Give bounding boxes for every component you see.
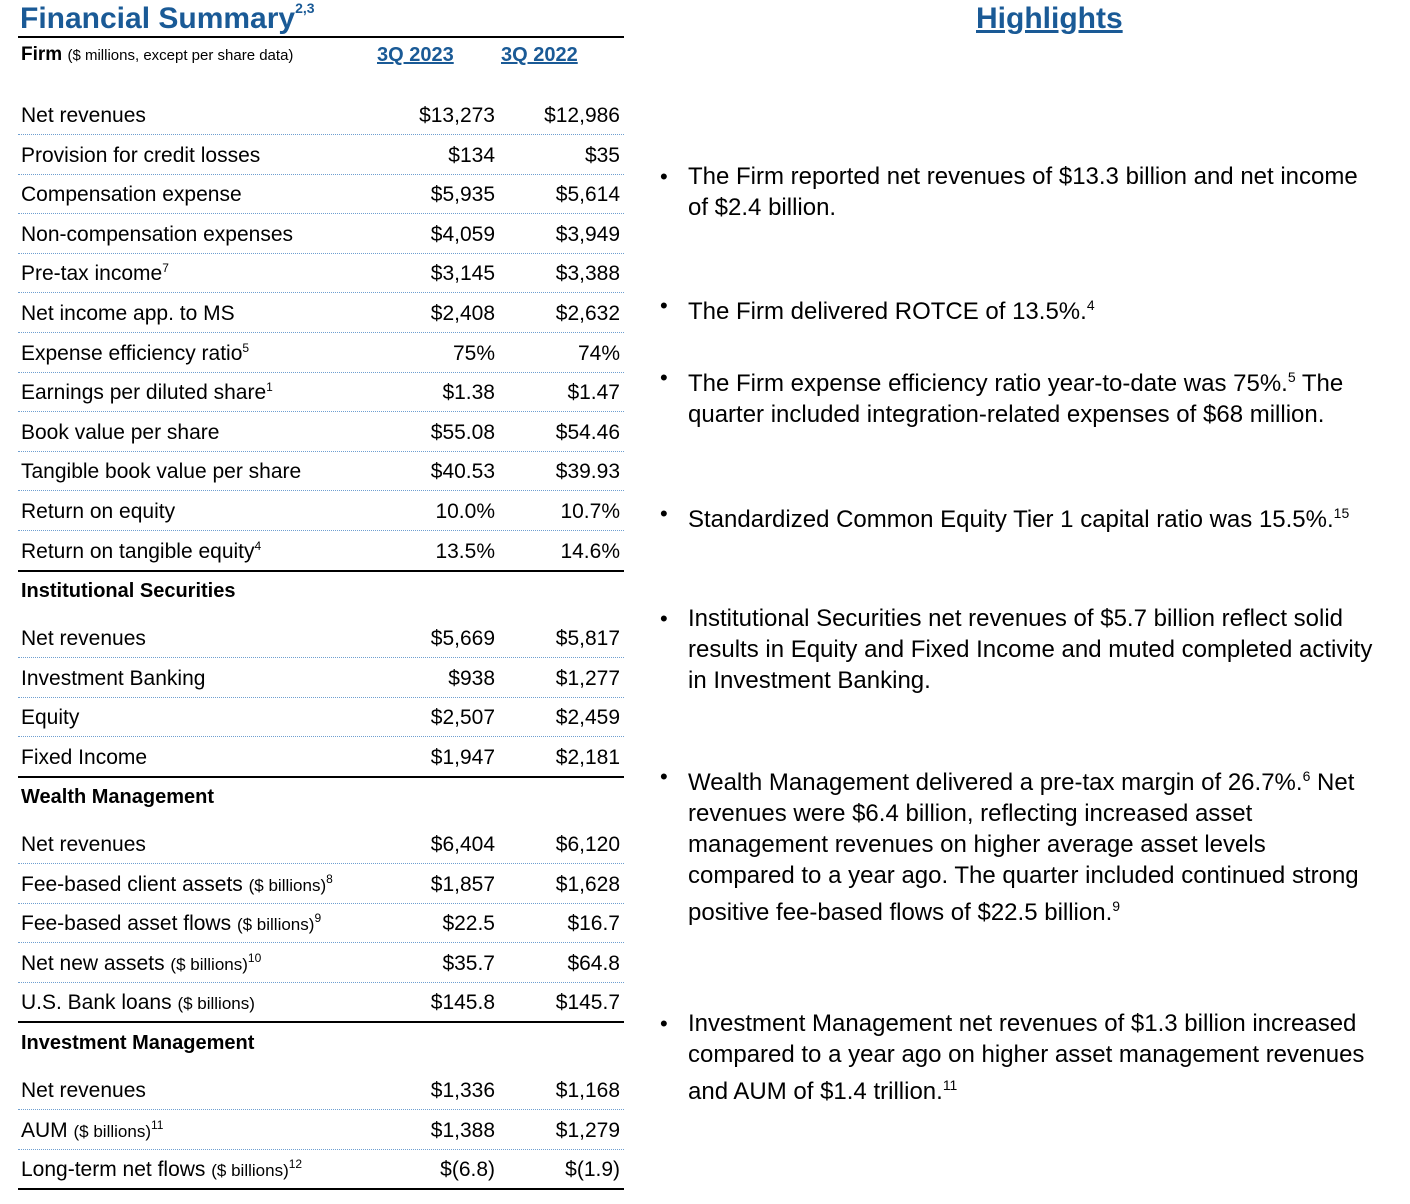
value-3q2023: $22.5 — [442, 912, 495, 936]
highlight-text — [688, 362, 1378, 430]
value-3q2023: 75% — [452, 341, 495, 365]
row-units-note: ($ billions) — [236, 915, 315, 935]
highlight-text — [688, 603, 1378, 696]
highlights-title: Highlights — [976, 2, 1123, 35]
highlight-text — [688, 761, 1378, 928]
row-label-text: Net new assets — [21, 951, 165, 975]
row-label — [21, 104, 146, 128]
column-header-3q2022: 3Q 2022 — [501, 44, 578, 66]
bullet-icon: • — [660, 1011, 668, 1036]
highlight-footnote: 11 — [942, 1077, 958, 1093]
value-3q2023: $13,273 — [419, 104, 495, 127]
row-label — [21, 500, 175, 524]
value-3q2022: $16.7 — [567, 912, 620, 936]
value-3q2022: 10.7% — [560, 500, 620, 523]
table-row — [18, 412, 624, 452]
bullet-icon: • — [660, 764, 668, 789]
value-3q2022: $1,168 — [555, 1079, 620, 1102]
firm-label: Firm — [21, 44, 63, 65]
table-row — [18, 214, 624, 254]
row-footnote: 12 — [288, 1157, 303, 1172]
row-label — [21, 183, 242, 207]
highlight-footnote: 15 — [1333, 505, 1350, 521]
row-label — [21, 302, 235, 326]
value-3q2022: $5,614 — [555, 183, 620, 207]
row-label-text: Net revenues — [21, 104, 146, 127]
row-label-text: Fee-based asset flows — [21, 912, 232, 936]
table-row — [18, 982, 624, 1023]
value-3q2022: $12,986 — [544, 104, 620, 127]
value-3q2022: 14.6% — [560, 539, 620, 563]
value-3q2023: $4,059 — [430, 222, 495, 246]
value-3q2023: $(6.8) — [440, 1158, 495, 1182]
value-3q2023: $1.38 — [442, 381, 495, 405]
value-3q2023: $3,145 — [430, 262, 495, 286]
highlight-sentence: Net revenues were $6.4 billion, reflecting increased asset management revenues on higher average asset levels compared to a year ago. The quarter included continued strong positive fee-based flows of $22.5 billion. — [688, 769, 1359, 926]
value-3q2022: $5,817 — [555, 627, 620, 650]
row-label — [21, 261, 169, 286]
row-label — [21, 872, 333, 897]
row-label — [21, 144, 260, 168]
table-row — [18, 1149, 624, 1190]
row-units-note: ($ billions) — [248, 875, 327, 895]
section-heading: Institutional Securities — [21, 580, 236, 602]
firm-units-note: ($ millions, except per share data) — [67, 47, 294, 64]
row-label-text: AUM — [21, 1118, 68, 1142]
value-3q2023: $1,336 — [430, 1079, 495, 1102]
value-3q2022: $1.47 — [567, 381, 620, 405]
value-3q2022: $2,459 — [555, 706, 620, 730]
row-label-text: Equity — [21, 706, 80, 730]
highlight-sentence: Institutional Securities net revenues of $5.7 billion reflect solid results in Equity and Fixed Income and muted completed activity in Investment Banking. — [688, 605, 1373, 694]
row-footnote: 4 — [254, 538, 262, 553]
value-3q2022: $39.93 — [555, 460, 620, 484]
row-label — [21, 833, 146, 857]
table-row — [18, 697, 624, 737]
value-3q2023: $55.08 — [430, 420, 495, 444]
row-label — [21, 1079, 146, 1103]
row-label-text: Expense efficiency ratio — [21, 341, 243, 365]
row-label-text: Fixed Income — [21, 745, 148, 769]
row-label-text: Provision for credit losses — [21, 143, 261, 167]
row-label-text: Tangible book value per share — [21, 460, 302, 484]
table-row — [18, 491, 624, 531]
row-label — [21, 1157, 302, 1182]
row-label-text: U.S. Bank loans — [21, 991, 172, 1015]
value-3q2023: $938 — [448, 666, 495, 690]
table-row — [18, 95, 624, 135]
firm-header — [21, 44, 293, 66]
highlight-text — [688, 290, 1378, 327]
row-label — [21, 951, 261, 976]
value-3q2022: $1,279 — [555, 1118, 620, 1142]
highlight-sentence: The Firm expense efficiency ratio year-to-date was 75%. — [688, 370, 1288, 397]
value-3q2022: $3,949 — [555, 222, 620, 246]
value-3q2023: $145.8 — [430, 991, 495, 1015]
highlight-sentence: The Firm reported net revenues of $13.3 billion and net income of $2.4 billion. — [688, 163, 1358, 221]
row-footnote: 1 — [266, 380, 273, 395]
value-3q2023: $1,947 — [430, 745, 495, 769]
row-label-text: Investment Banking — [21, 666, 206, 690]
value-3q2022: $64.8 — [567, 951, 620, 975]
highlight-footnote: 9 — [1112, 898, 1121, 914]
value-3q2022: $54.46 — [555, 420, 620, 444]
value-3q2023: 13.5% — [435, 539, 495, 563]
table-row — [18, 174, 624, 214]
section-heading: Wealth Management — [21, 786, 214, 808]
value-3q2022: $2,632 — [555, 302, 620, 325]
row-footnote: 5 — [242, 340, 250, 355]
row-label — [21, 380, 273, 405]
bullet-icon: • — [660, 501, 668, 526]
table-row — [18, 658, 624, 698]
table-row — [18, 737, 624, 778]
highlight-sentence: The Firm delivered ROTCE of 13.5%. — [688, 298, 1087, 325]
value-3q2022: $145.7 — [555, 991, 620, 1015]
table-row — [18, 903, 624, 943]
row-label-text: Net revenues — [21, 833, 146, 856]
table-row — [18, 864, 624, 904]
row-label — [21, 991, 255, 1015]
title-text: Financial Summary — [20, 2, 296, 35]
value-3q2023: $35.7 — [442, 951, 495, 975]
table-row — [18, 943, 624, 983]
table-row — [18, 333, 624, 373]
row-units-note: ($ billions) — [170, 954, 248, 974]
table-row — [18, 1070, 624, 1110]
highlight-footnote: 4 — [1086, 297, 1095, 313]
bullet-icon: • — [660, 365, 668, 390]
value-3q2023: $1,388 — [430, 1118, 495, 1142]
table-row — [18, 135, 624, 175]
row-label — [21, 460, 301, 484]
table-row — [18, 618, 624, 658]
value-3q2023: $1,857 — [430, 872, 495, 896]
table-row — [18, 253, 624, 293]
row-label-text: Earnings per diluted share — [21, 381, 267, 405]
row-label-text: Net income app. to MS — [21, 302, 235, 325]
row-label-text: Compensation expense — [21, 183, 242, 207]
table-row — [18, 1110, 624, 1150]
row-label-text: Net revenues — [21, 1079, 146, 1102]
column-header-3q2023: 3Q 2023 — [377, 44, 454, 66]
title-footnote: 2,3 — [295, 0, 315, 16]
row-footnote: 11 — [151, 1117, 164, 1132]
highlight-text — [688, 498, 1378, 535]
value-3q2023: $40.53 — [430, 460, 495, 484]
highlight-text — [688, 1008, 1378, 1107]
value-3q2023: $5,935 — [430, 183, 495, 207]
value-3q2023: 10.0% — [435, 500, 495, 523]
value-3q2022: 74% — [577, 341, 620, 365]
row-label — [21, 421, 219, 445]
row-label-text: Net revenues — [21, 627, 146, 650]
table-row — [18, 824, 624, 864]
row-label — [21, 746, 147, 770]
table-row — [18, 531, 624, 572]
highlight-text — [688, 161, 1378, 223]
table-header — [18, 36, 624, 74]
bullet-icon: • — [660, 293, 668, 318]
row-label — [21, 911, 321, 936]
value-3q2023: $5,669 — [430, 627, 495, 650]
row-label — [21, 539, 261, 564]
row-label-text: Non-compensation expenses — [21, 222, 293, 246]
row-label — [21, 341, 249, 366]
highlight-sentence: Investment Management net revenues of $1.3 billion increased compared to a year ago on higher asset management revenues and AUM of $1.4 trillion. — [688, 1010, 1365, 1105]
value-3q2022: $3,388 — [555, 262, 620, 286]
row-footnote: 7 — [162, 261, 169, 276]
value-3q2022: $6,120 — [555, 833, 620, 856]
row-label — [21, 667, 205, 691]
row-footnote: 8 — [326, 871, 333, 886]
value-3q2022: $(1.9) — [565, 1158, 620, 1182]
value-3q2023: $2,408 — [430, 302, 495, 325]
row-label-text: Return on tangible equity — [21, 539, 255, 563]
bullet-icon: • — [660, 606, 668, 631]
row-units-note: ($ billions) — [177, 994, 255, 1014]
row-label-text: Book value per share — [21, 420, 220, 444]
row-label-text: Fee-based client assets — [21, 872, 243, 896]
value-3q2023: $134 — [448, 143, 495, 167]
row-label-text: Return on equity — [21, 500, 176, 523]
table-row — [18, 451, 624, 491]
highlight-sentence: Standardized Common Equity Tier 1 capital ratio was 15.5%. — [688, 506, 1334, 533]
value-3q2023: $6,404 — [430, 833, 495, 856]
value-3q2023: $2,507 — [430, 706, 495, 730]
table-row — [18, 372, 624, 412]
value-3q2022: $1,628 — [555, 872, 620, 896]
highlight-sentence: Wealth Management delivered a pre-tax margin of 26.7%. — [688, 769, 1303, 796]
row-units-note: ($ billions) — [73, 1121, 151, 1141]
bullet-icon: • — [660, 164, 668, 189]
highlight-sentence: The quarter included integration-related expenses of $68 million. — [688, 370, 1344, 428]
table-row — [18, 293, 624, 333]
row-label — [21, 223, 293, 247]
value-3q2022: $35 — [584, 143, 620, 167]
row-footnote: 9 — [314, 911, 322, 926]
financial-summary-title — [20, 2, 315, 36]
row-label — [21, 627, 146, 651]
value-3q2022: $2,181 — [555, 745, 620, 769]
row-footnote: 10 — [247, 950, 262, 965]
row-label-text: Pre-tax income — [21, 262, 163, 286]
row-label — [21, 706, 79, 730]
row-units-note: ($ billions) — [211, 1161, 289, 1181]
section-heading: Investment Management — [21, 1032, 255, 1054]
row-label-text: Long-term net flows — [21, 1158, 206, 1182]
value-3q2022: $1,277 — [555, 666, 620, 690]
highlight-footnote: 6 — [1302, 768, 1311, 784]
row-label — [21, 1118, 163, 1143]
highlight-footnote: 5 — [1287, 369, 1296, 385]
